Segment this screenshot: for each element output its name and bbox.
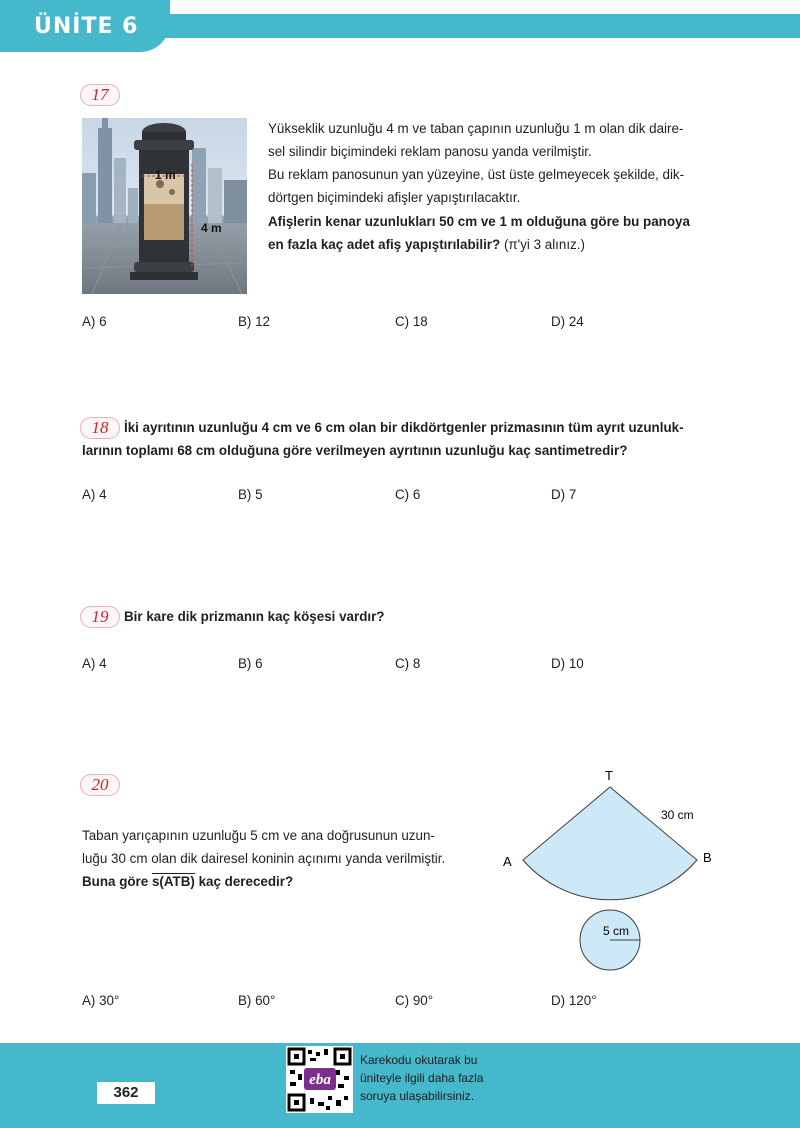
header-strip [150, 14, 800, 38]
point-b-label: B [703, 850, 712, 865]
slant-length-label: 30 cm [661, 808, 694, 822]
advertising-column-photo [82, 118, 247, 294]
q17-choice-d[interactable]: D) 24 [551, 314, 584, 329]
qr-code-icon [286, 1046, 353, 1113]
question-number-18: 18 [80, 417, 120, 439]
q18-question-line2: larının toplamı 68 cm olduğuna göre verilmeyen ayrıtının uzunluğu kaç santimetredir? [82, 443, 628, 458]
q20-choice-d[interactable]: D) 120° [551, 993, 597, 1008]
cone-net-diagram [495, 762, 735, 972]
q19-choice-b[interactable]: B) 6 [238, 656, 263, 671]
q17-note: (π'yi 3 alınız.) [503, 237, 585, 252]
page-number: 362 [97, 1082, 155, 1104]
question-number-20: 20 [80, 774, 120, 796]
q20-arc-notation: s(ATB) [151, 874, 195, 889]
q19-choice-c[interactable]: C) 8 [395, 656, 421, 671]
q20-paragraph: Taban yarıçapının uzunluğu 5 cm ve ana doğrusunun uzun- luğu 30 cm olan dik dairesel koninin açınımı yanda verilmiştir. [82, 828, 446, 866]
q19-choice-d[interactable]: D) 10 [551, 656, 584, 671]
qr-badge-text: eba [309, 1072, 331, 1088]
question-number-17: 17 [80, 84, 120, 106]
city-column-illustration [82, 118, 247, 294]
point-a-label: A [503, 854, 512, 869]
q17-choice-a[interactable]: A) 6 [82, 314, 107, 329]
height-label: 4 m [201, 221, 222, 235]
q17-choice-b[interactable]: B) 12 [238, 314, 271, 329]
qr-description: Karekodu okutarak bu üniteyle ilgili daha fazla soruya ulaşabilirsiniz. [360, 1053, 484, 1103]
q18-choice-c[interactable]: C) 6 [395, 487, 421, 502]
q17-choice-c[interactable]: C) 18 [395, 314, 428, 329]
apex-label: T [605, 768, 613, 783]
q20-choice-b[interactable]: B) 60° [238, 993, 276, 1008]
q20-choice-a[interactable]: A) 30° [82, 993, 120, 1008]
q17-paragraph1: Yükseklik uzunluğu 4 m ve taban çapının uzunluğu 1 m olan dik daire- sel silindir biçimindeki reklam panosu yanda verilmiştir. [268, 121, 684, 159]
q18-choice-d[interactable]: D) 7 [551, 487, 577, 502]
q19-question: Bir kare dik prizmanın kaç köşesi vardır? [124, 609, 385, 624]
qr-code[interactable] [286, 1046, 353, 1113]
q20-question: Buna göre s(ATB) kaç derecedir? [82, 874, 294, 889]
q18-choice-b[interactable]: B) 5 [238, 487, 263, 502]
q19-choice-a[interactable]: A) 4 [82, 656, 107, 671]
q17-question: Afişlerin kenar uzunlukları 50 cm ve 1 m olduğuna göre bu panoya en fazla kaç adet afiş yapıştırılabilir? (π'yi 3 alınız.) [268, 214, 690, 252]
question-number-19: 19 [80, 606, 120, 628]
q18-question-line1: İki ayrıtının uzunluğu 4 cm ve 6 cm olan bir dikdörtgenler prizmasının tüm ayrıt uzunluk- [124, 420, 684, 435]
q17-paragraph2: Bu reklam panosunun yan yüzeyine, üst üste gelmeyecek şekilde, dik- dörtgen biçimindeki afişler yapıştırılacaktır. [268, 167, 685, 205]
unit-label: ÜNİTE 6 [34, 14, 139, 39]
q18-choice-a[interactable]: A) 4 [82, 487, 107, 502]
q20-choice-c[interactable]: C) 90° [395, 993, 434, 1008]
diameter-label: 1 m [155, 168, 176, 182]
radius-label: 5 cm [603, 924, 630, 938]
